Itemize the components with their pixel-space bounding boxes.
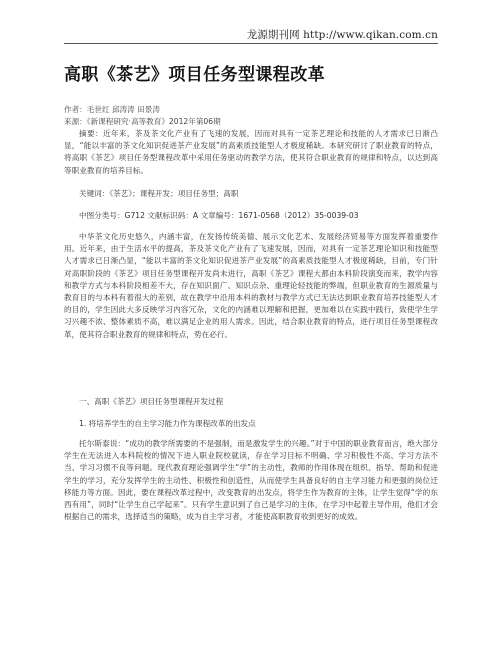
intro-block (64, 231, 438, 341)
article-title: 高职《茶艺》项目任务型课程改革 (64, 65, 325, 85)
header-divider (64, 43, 438, 44)
body-block (64, 438, 438, 523)
abstract-text: 摘要：近年来，茶及茶文化产业有了飞速的发展，因而对具有一定茶艺理论和技能的人才需求已日渐凸显，“能以丰富的茶文化知识促进茶产业发展”的高素质技能型人才极度稀缺。本研究研讨了职业教育的特点，将高职《茶艺》项目任务型课程改革中采用任务驱动的教学方法，使其符合职业教育的规律和特点，以达到高等职业教育的培养目标。 (64, 129, 438, 175)
body-paragraph: 托尔斯泰说：“成功的教学所需要的不是强制，而是激发学生的兴趣。”对于中国的职业教育而言，绝大部分学生在无法进入本科院校的情况下进入职业院校就读，存在学习目标不明确、学习积极性不高、学习方法不当、学习习惯不良等问题。现代教育理论强调学生“学”的主动性，教师的作用体现在组织、指导、帮助和促进学生的学习，充分发挥学生的主动性、积极性和创造性，从而使学生具备良好的自主学习能力和更强的岗位迁移能力等方面。因此，要在课程改革过程中，改变教育的出发点，将学生作为教育的主体，让学生觉得“学的东西有用”，同时“让学生自己学起来”。只有学生意识到了自己是学习的主体，在学习中起着主导作用，他们才会根据自己的需求，选择适当的策略，成为自主学习者，才能使高职教育收到更好的成效。 (64, 439, 438, 522)
section-heading: 一、高职《茶艺》项目任务型课程开发过程 (79, 397, 224, 406)
journal-site-header: 龙源期刊网 http://www.qikan.com.cn (246, 29, 438, 41)
keywords-line: 关键词：《茶艺》；课程开发；项目任务型；高职 (79, 189, 239, 198)
abstract-block (64, 128, 438, 177)
subsection-heading: 1. 将培养学生的自主学习能力作为课程改革的出发点 (79, 419, 256, 428)
article-source: 来源：《新课程研究·高等教育》2012年第06期 (64, 117, 221, 126)
article-authors: 作者：毛世红 邱涛涛 田景涛 (64, 105, 160, 114)
classification-line: 中图分类号：G712 文献标识码：A 文章编号：1671-0568（2012）35-0039-03 (79, 211, 359, 220)
intro-paragraph: 中华茶文化历史悠久，内涵丰富，在发扬传统美德、展示文化艺术、发展经济贸易等方面发挥着重要作用。近年来，由于生活水平的提高，茶及茶文化产业有了飞速发展，因而，对具有一定茶艺理论知识和技能型人才需求已日渐凸显，“能以丰富的茶文化知识促进茶产业发展”的高素质技能型人才极度稀缺，目前，专门针对高职阶段的《茶艺》项目任务型课程开发尚未进行，高职《茶艺》课程大都由本科阶段演变而来，教学内容和教学方式与本科阶段相差不大，存在知识面广、知识点杂、重理论轻技能的弊端，但职业教育的生源质量与教育目的与本科有着很大的差别，故在教学中沿用本科的教材与教学方式已无法达到职业教育培养技能型人才的目的，学生因此大多反映学习内容冗杂，文化的内涵难以理解和把握，更加难以在实践中践行，致使学生学习兴趣不浓、整体素质不高，难以满足企业的用人需求。因此，结合职业教育的特点，进行项目任务型课程改革，使其符合职业教育的规律和特点，势在必行。 (64, 232, 438, 339)
